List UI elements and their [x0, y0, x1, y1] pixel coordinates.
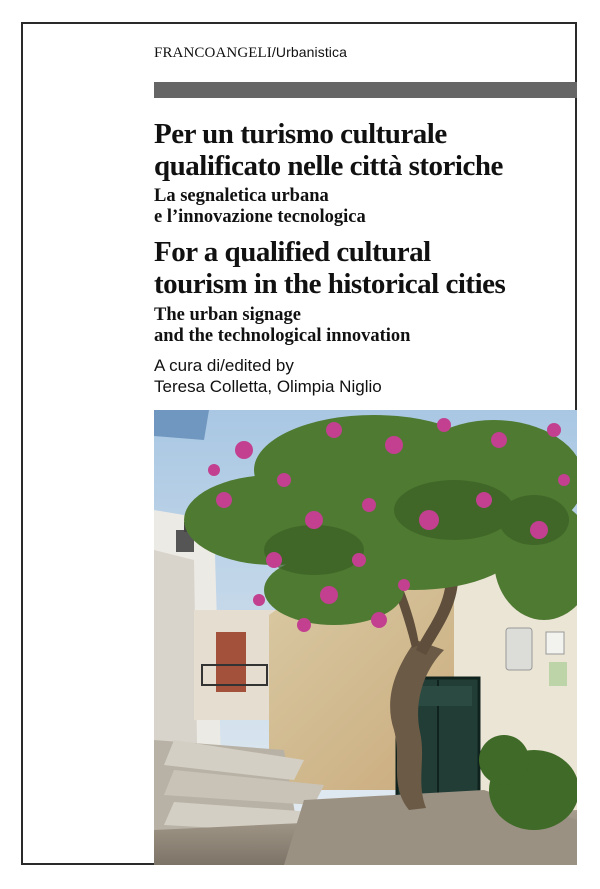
publisher-line — [154, 44, 347, 62]
editor-names: Teresa Colletta, Olimpia Niglio — [154, 377, 382, 396]
subtitle-italian-line-2: e l’innovazione tecnologica — [154, 207, 366, 227]
street-photo-bougainvillea-icon — [154, 410, 577, 865]
title-italian-line-1: Per un turismo culturale — [154, 118, 447, 150]
title-italian-line-2: qualificato nelle città storiche — [154, 150, 503, 182]
subtitle-english-line-2: and the technological innovation — [154, 326, 411, 346]
title-english-line-1: For a qualified cultural — [154, 236, 431, 268]
title-italian — [154, 118, 574, 182]
editors-block — [154, 355, 574, 397]
publisher-separator: / — [271, 44, 276, 60]
title-english-line-2: tourism in the historical cities — [154, 268, 506, 300]
publisher-name: FRANCOANGELI — [154, 45, 272, 61]
cover-photo — [154, 410, 577, 865]
header-rule — [154, 82, 577, 98]
subtitle-english-line-1: The urban signage — [154, 305, 302, 325]
subtitle-italian — [154, 186, 574, 228]
subtitle-italian-line-1: La segnaletica urbana — [154, 186, 329, 206]
series-name: Urbanistica — [275, 44, 348, 60]
subtitle-english — [154, 305, 574, 347]
title-english — [154, 236, 574, 300]
editor-label: A cura di/edited by — [154, 356, 294, 375]
